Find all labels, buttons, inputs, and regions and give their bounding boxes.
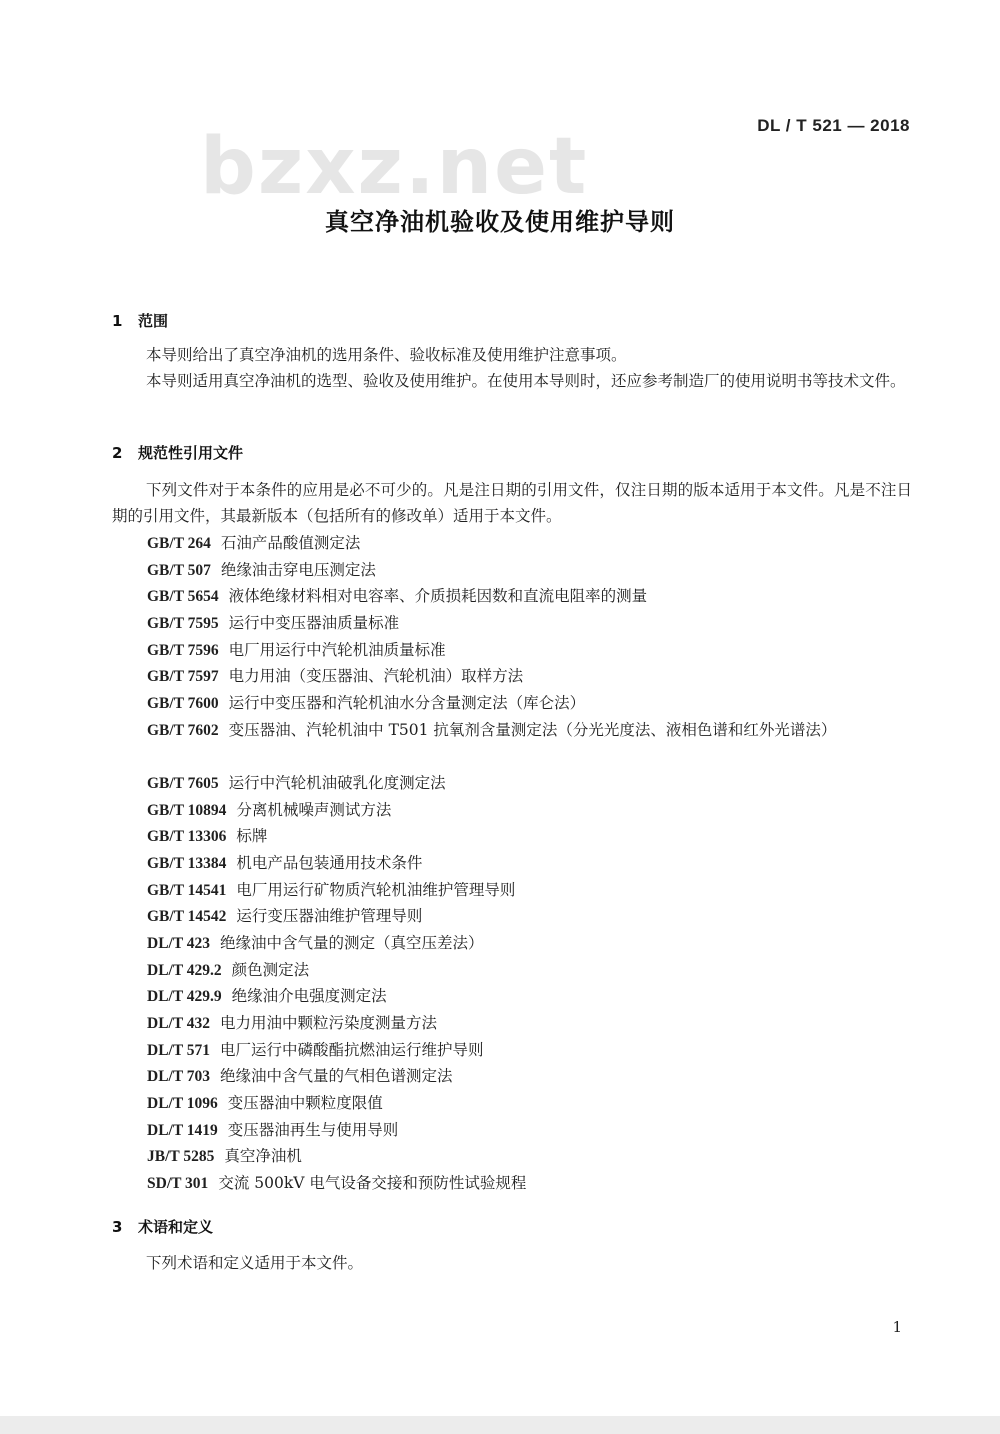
section-number: 1 <box>112 312 123 330</box>
watermark-text: bzxz.net <box>200 122 589 212</box>
document-number: DL / T 521 — 2018 <box>757 116 910 135</box>
reference-code: GB/T 7605 <box>147 775 219 792</box>
reference-code: GB/T 14541 <box>147 882 227 899</box>
page-number: 1 <box>892 1318 902 1336</box>
section-title: 范围 <box>138 312 169 330</box>
reference-code: GB/T 13384 <box>147 855 227 872</box>
reference-code: GB/T 5654 <box>147 588 219 605</box>
paragraph: 本导则给出了真空净油机的选用条件、验收标准及使用维护注意事项。 <box>146 346 627 364</box>
reference-item <box>147 1066 453 1087</box>
section-title: 术语和定义 <box>138 1218 214 1236</box>
reference-code: JB/T 5285 <box>147 1148 215 1165</box>
reference-item <box>147 1146 302 1167</box>
reference-code: DL/T 429.2 <box>147 962 222 979</box>
reference-title: 变压器油再生与使用导则 <box>227 1121 399 1139</box>
reference-item <box>147 666 523 687</box>
reference-title: 真空净油机 <box>224 1147 302 1165</box>
section-number: 3 <box>112 1218 123 1236</box>
reference-code: DL/T 1419 <box>147 1122 218 1139</box>
section-heading-terms-and-definitions <box>112 1216 213 1237</box>
reference-title: 交流 500kV 电气设备交接和预防性试验规程 <box>218 1174 527 1192</box>
reference-title: 电厂运行中磷酸酯抗燃油运行维护导则 <box>220 1041 484 1059</box>
reference-title: 电力用油（变压器油、汽轮机油）取样方法 <box>228 667 524 685</box>
document-title: 真空净油机验收及使用维护导则 <box>325 208 675 236</box>
reference-item <box>147 693 585 714</box>
reference-item <box>147 773 446 794</box>
reference-item <box>147 906 422 927</box>
reference-code: GB/T 264 <box>147 535 211 552</box>
paragraph: 下列术语和定义适用于本文件。 <box>146 1254 364 1272</box>
reference-title: 运行中变压器和汽轮机油水分含量测定法（库仑法） <box>228 694 586 712</box>
reference-item <box>147 826 267 847</box>
reference-item <box>147 640 446 661</box>
reference-code: DL/T 1096 <box>147 1095 218 1112</box>
reference-code: DL/T 571 <box>147 1042 211 1059</box>
reference-title: 绝缘油击穿电压测定法 <box>220 561 376 579</box>
paragraph: 下列文件对于本条件的应用是必不可少的。凡是注日期的引用文件，仅注日期的版本适用于本文件。凡是不注日期的引用文件，其最新版本（包括所有的修改单）适用于本文件。 <box>112 481 912 525</box>
reference-title: 标牌 <box>236 827 268 845</box>
reference-code: GB/T 7597 <box>147 668 219 685</box>
reference-code: DL/T 432 <box>147 1015 211 1032</box>
reference-code: DL/T 429.9 <box>147 988 222 1005</box>
reference-title: 颜色测定法 <box>231 961 310 979</box>
reference-code: DL/T 423 <box>147 935 211 952</box>
paragraph: 本导则适用真空净油机的选型、验收及使用维护。在使用本导则时，还应参考制造厂的使用说明书等技术文件。 <box>146 372 906 390</box>
section-heading-normative-references <box>112 442 243 463</box>
reference-code: SD/T 301 <box>147 1175 209 1192</box>
reference-title: 运行变压器油维护管理导则 <box>236 907 423 925</box>
reference-title: 运行中汽轮机油破乳化度测定法 <box>228 774 446 792</box>
reference-code: GB/T 507 <box>147 562 211 579</box>
reference-title: 变压器油、汽轮机油中 T501 抗氧剂含量测定法（分光光度法、液相色谱和红外光谱法） <box>228 721 837 739</box>
reference-code: GB/T 7600 <box>147 695 219 712</box>
reference-title: 分离机械噪声测试方法 <box>236 801 392 819</box>
reference-title: 电力用油中颗粒污染度测量方法 <box>220 1014 438 1032</box>
reference-item <box>112 717 878 744</box>
reference-code: GB/T 13306 <box>147 828 227 845</box>
section-heading-scope <box>112 310 168 331</box>
reference-title: 石油产品酸值测定法 <box>220 534 361 552</box>
reference-item <box>147 560 376 581</box>
reference-code: GB/T 7602 <box>147 722 219 739</box>
reference-item <box>147 586 647 607</box>
reference-title: 变压器油中颗粒度限值 <box>227 1094 383 1112</box>
reference-item <box>147 1173 526 1194</box>
reference-item <box>147 1013 437 1034</box>
reference-code: GB/T 10894 <box>147 802 227 819</box>
reference-item <box>147 1120 398 1141</box>
reference-item <box>147 613 399 634</box>
reference-title: 液体绝缘材料相对电容率、介质损耗因数和直流电阻率的测量 <box>228 587 648 605</box>
reference-item <box>147 986 387 1007</box>
reference-item <box>147 533 360 554</box>
reference-title: 绝缘油中含气量的测定（真空压差法） <box>220 934 484 952</box>
reference-item <box>147 1040 484 1061</box>
section-number: 2 <box>112 444 123 462</box>
reference-title: 绝缘油中含气量的气相色谱测定法 <box>220 1067 453 1085</box>
reference-title: 绝缘油介电强度测定法 <box>231 987 387 1005</box>
reference-item <box>147 880 515 901</box>
viewer-bottom-band <box>0 1416 1000 1434</box>
reference-title: 运行中变压器油质量标准 <box>228 614 400 632</box>
reference-code: GB/T 7595 <box>147 615 219 632</box>
reference-code: GB/T 14542 <box>147 908 227 925</box>
reference-item <box>147 933 484 954</box>
reference-title: 电厂用运行中汽轮机油质量标准 <box>228 641 446 659</box>
reference-title: 电厂用运行矿物质汽轮机油维护管理导则 <box>236 881 516 899</box>
reference-item <box>147 853 422 874</box>
section-title: 规范性引用文件 <box>138 444 244 462</box>
reference-item <box>147 800 391 821</box>
reference-code: DL/T 703 <box>147 1068 211 1085</box>
reference-item <box>147 1093 383 1114</box>
reference-code: GB/T 7596 <box>147 642 219 659</box>
reference-item <box>147 960 309 981</box>
reference-title: 机电产品包装通用技术条件 <box>236 854 423 872</box>
